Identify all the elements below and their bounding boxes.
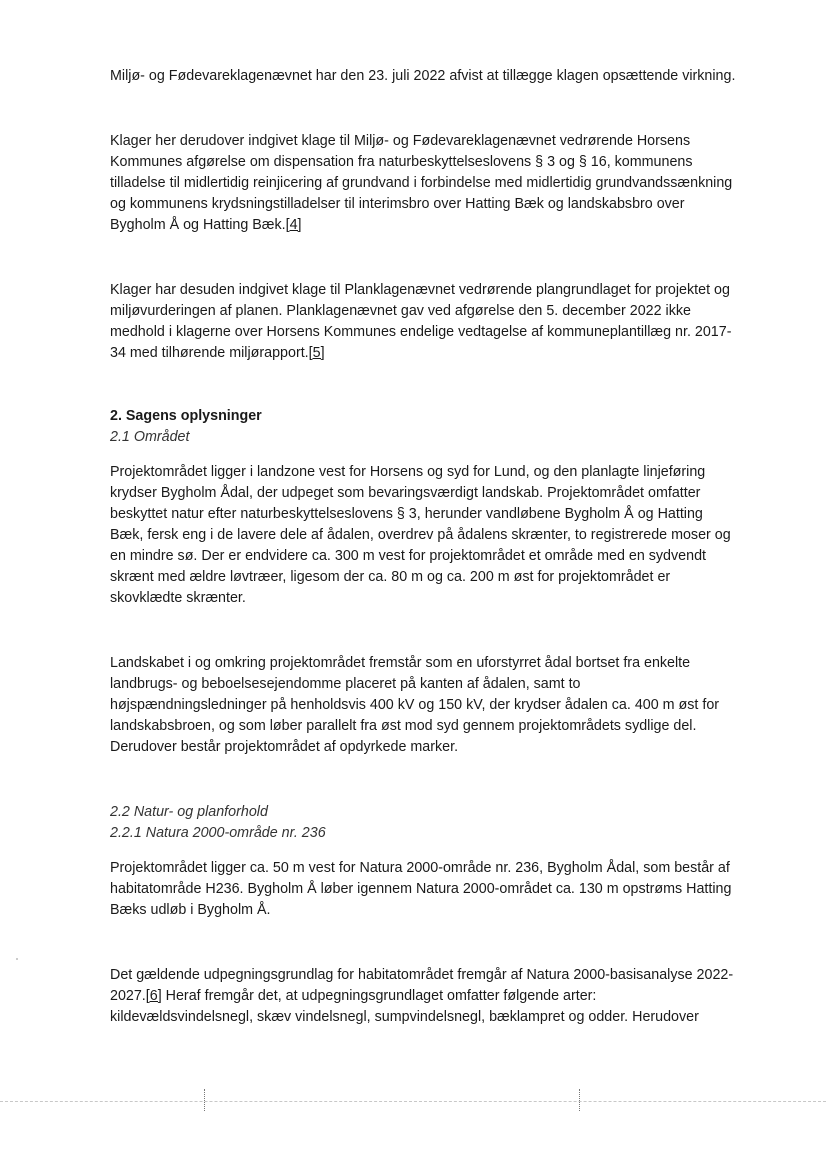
spacer (110, 87, 740, 131)
scan-mark-right (579, 1089, 582, 1111)
spacer (110, 758, 740, 802)
footnote-link-5[interactable]: [5] (308, 345, 325, 361)
section-heading: 2. Sagens oplysninger (110, 408, 262, 424)
spacer (110, 364, 740, 406)
subsection-heading-2-1: 2.1 Området (110, 429, 190, 445)
natura-paragraph: Projektområdet ligger ca. 50 m vest for Natura 2000-område nr. 236, Bygholm Ådal, som består af habitatområde H236. Bygholm Å løber igennem Natura 2000-området ca. 130 m opstrøms Hatting Bæks udløb i Bygholm Å. (110, 860, 732, 918)
spacer (110, 448, 740, 462)
intro-paragraph: Miljø- og Fødevareklagenævnet har den 23. juli 2022 afvist at tillægge klagen opsættende virkning. (110, 68, 736, 84)
spacer (110, 844, 740, 858)
scan-fold-line (0, 1101, 826, 1102)
spacer (110, 921, 740, 965)
complaint-paragraph-2: Klager har desuden indgivet klage til Planklagenævnet vedrørende plangrundlaget for projektet og miljøvurderingen af planen. Planklagenævnet gav ved afgørelse den 5. december 2022 ikke medhold i klagerne over Horsens Kommunes endelige vedtagelse af kommuneplantillæg nr. 2017-34 med tilhørende miljørapport.[5] (110, 282, 732, 361)
footnote-link-4[interactable]: [4] (285, 217, 302, 233)
scan-speck (16, 958, 18, 960)
document-page (110, 66, 740, 1028)
designation-paragraph: Det gældende udpegningsgrundlag for habitatområdet fremgår af Natura 2000-basisanalyse 2022-2027.[6] Heraf fremgår det, at udpegningsgrundlaget omfatter følgende arter: kildevældsvindelsnegl, skæv vindelsnegl, sumpvindelsnegl, bæklampret og odder. Herudover (110, 967, 734, 1025)
spacer (110, 236, 740, 280)
subsection-heading-2-2-1: 2.2.1 Natura 2000-område nr. 236 (110, 825, 326, 841)
area-paragraph-1: Projektområdet ligger i landzone vest for Horsens og syd for Lund, og den planlagte linjeføring krydser Bygholm Ådal, der udpeget som bevaringsværdigt landskab. Projektområdet omfatter beskyttet natur efter naturbeskyttelseslovens § 3, herunder vandløbene Bygholm Å og Hatting Bæk, fersk eng i de lavere dele af ådalen, overdrev på ådalens skrænter, to registrerede moser og en mindre sø. Der er endvidere ca. 300 m vest for projektområdet et område med en sydvendt skrænt med ældre løvtræer, ligesom der ca. 80 m og ca. 200 m øst for projektområdet er skovklædte skrænter. (110, 464, 731, 606)
area-paragraph-2: Landskabet i og omkring projektområdet fremstår som en uforstyrret ådal bortset fra enkelte landbrugs- og beboelsesejendomme placeret på kanten af ådalen, samt to højspændningsledninger på henholdsvis 400 kV og 150 kV, der krydser ådalen ca. 400 m øst for landskabsbroen, og som løber parallelt fra øst mod syd gennem projektområdets sydlige del. Derudover består projektområdet af opdyrkede marker. (110, 655, 720, 755)
complaint-paragraph-1: Klager her derudover indgivet klage til Miljø- og Fødevareklagenævnet vedrørende Horsens Kommunes afgørelse om dispensation fra naturbeskyttelseslovens § 3 og § 16, kommunens tilladelse til midlertidig reinjicering af grundvand i forbindelse med midlertidig grundvandssænkning og kommunens krydsningstilladelser til interimsbro over Hatting Bæk og landskabsbro over Bygholm Å og Hatting Bæk.[4] (110, 133, 733, 233)
footnote-link-6[interactable]: [6] (145, 988, 162, 1004)
subsection-heading-2-2: 2.2 Natur- og planforhold (110, 804, 268, 820)
spacer (110, 609, 740, 653)
scan-mark-left (204, 1089, 207, 1111)
